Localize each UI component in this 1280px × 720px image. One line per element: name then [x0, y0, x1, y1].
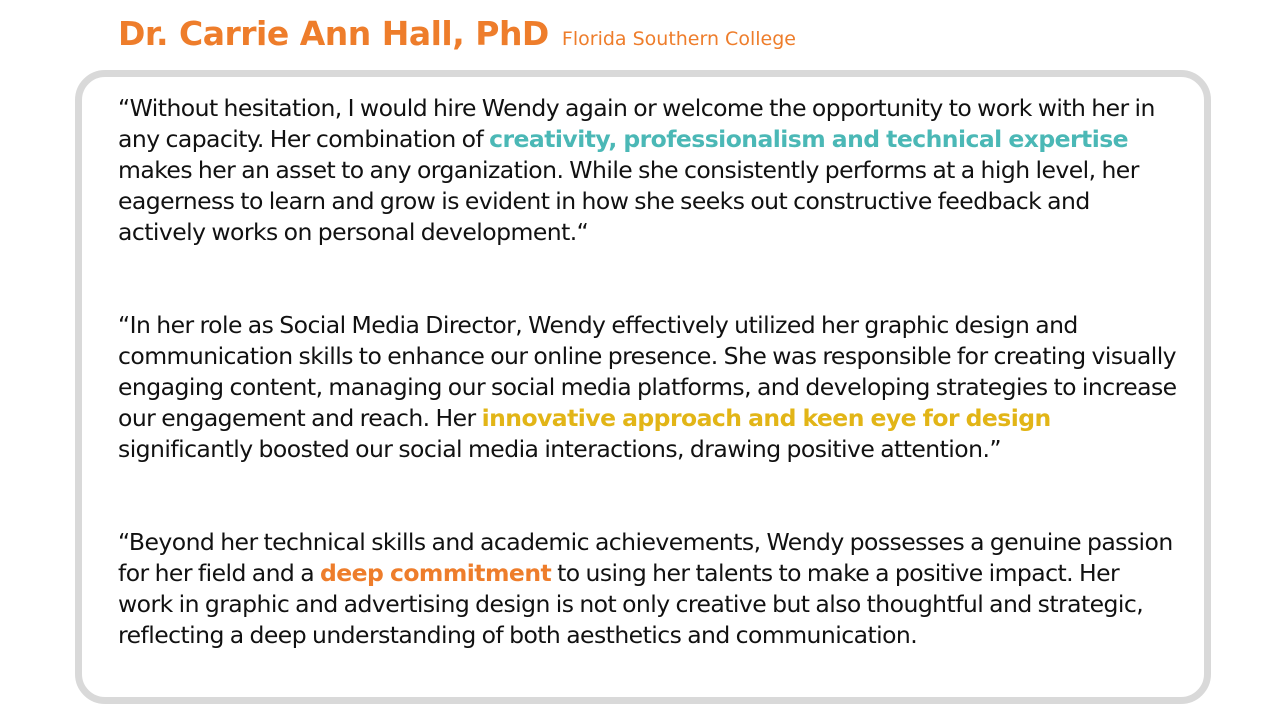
testimonial-header — [118, 14, 796, 58]
quote-highlight: innovative approach and keen eye for design — [481, 404, 1051, 432]
quote-text: to using her talents to make a positive impact. Her work in graphic and advertising design is not only creative but also thoughtful and strategic, reflecting a deep understanding of both aesthetics and communication. — [118, 559, 1144, 649]
quote-text: “Beyond her technical skills and academic achievements, Wendy possesses a genuine passion for her field and a — [118, 528, 1173, 587]
quote-highlight: creativity, professionalism and technical expertise — [489, 125, 1129, 153]
author-name: Dr. Carrie Ann Hall, PhD — [118, 14, 549, 53]
quote-text: “In her role as Social Media Director, Wendy effectively utilized her graphic design and communication skills to enhance our online presence. She was responsible for creating visually engaging content, managing our social media platforms, and developing strategies to increase our engagement and reach. Her — [118, 311, 1177, 432]
quote-text: “Without hesitation, I would hire Wendy again or welcome the opportunity to work with her in any capacity. Her combination of — [118, 94, 1155, 153]
quote-paragraph — [118, 527, 1178, 651]
quote-paragraph — [118, 310, 1178, 465]
quote-highlight: deep commitment — [320, 559, 552, 587]
quote-paragraph — [118, 93, 1178, 248]
author-institution: Florida Southern College — [561, 28, 796, 50]
quote-text: significantly boosted our social media interactions, drawing positive attention.” — [118, 435, 1001, 463]
quote-text: makes her an asset to any organization. While she consistently performs at a high level, her eagerness to learn and grow is evident in how she seeks out constructive feedback and actively works on personal development.“ — [118, 156, 1139, 246]
